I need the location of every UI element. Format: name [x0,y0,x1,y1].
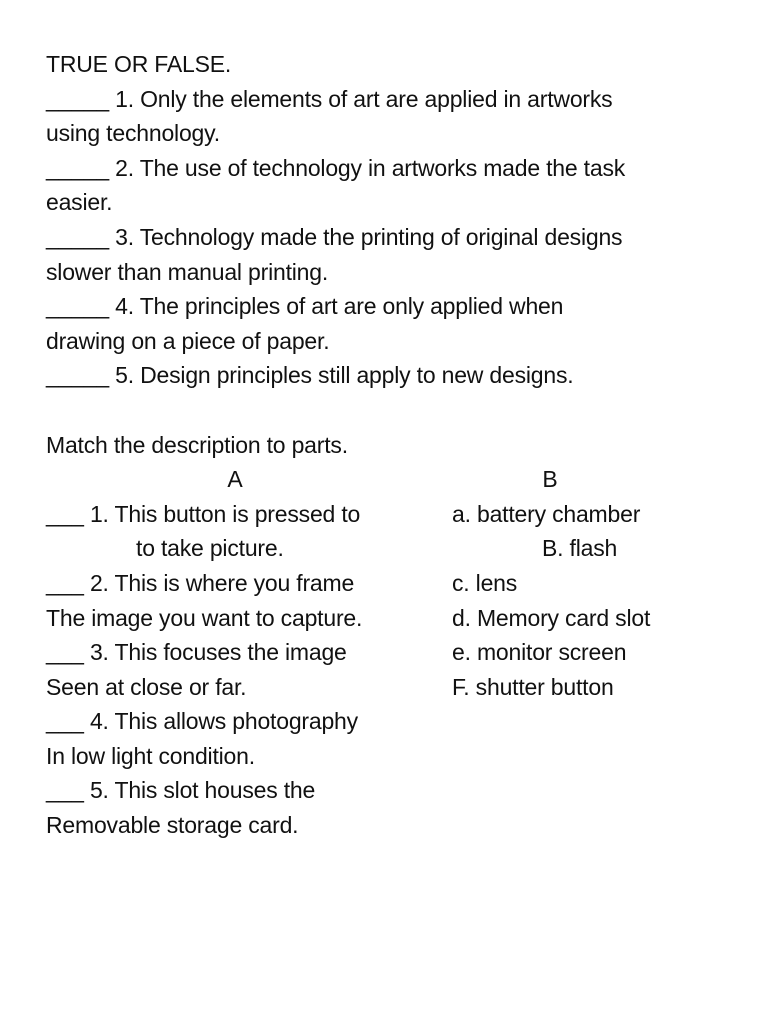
true-false-line: _____ 2. The use of technology in artworks made the task [46,154,626,181]
true-false-line: _____ 5. Design principles still apply to new designs. [46,362,574,389]
true-false-line: drawing on a piece of paper. [46,327,330,354]
column-a-item: ___ 4. This allows photography [46,708,358,735]
matching-row [46,531,736,566]
matching-column-headers [46,462,736,497]
column-a-item: to take picture. [136,535,284,562]
true-false-heading: TRUE OR FALSE. [46,51,232,77]
column-b-item: B. flash [542,535,618,562]
matching-row [46,497,736,532]
column-b-item: d. Memory card slot [452,604,651,631]
column-b-item: F. shutter button [452,673,614,700]
true-false-line: _____ 4. The principles of art are only applied when [46,293,564,320]
column-b-item: e. monitor screen [452,639,627,666]
matching-row [46,704,736,739]
section-spacer [46,393,736,428]
column-a-header: A [227,466,243,493]
matching-row [46,773,736,808]
true-false-line: slower than manual printing. [46,258,329,285]
column-b-item: a. battery chamber [452,500,641,527]
column-a-item: Removable storage card. [46,812,299,839]
matching-row [46,601,736,636]
column-a-item: ___ 3. This focuses the image [46,639,347,666]
column-b-item: c. lens [452,569,518,596]
matching-heading: Match the description to parts. [46,431,348,458]
true-false-line: _____ 1. Only the elements of art are applied in artworks [46,85,613,112]
true-false-line: using technology. [46,120,220,147]
matching-row [46,739,736,774]
column-a-item: Seen at close or far. [46,673,247,700]
matching-row [46,670,736,705]
column-a-item: ___ 5. This slot houses the [46,777,316,804]
true-false-line: _____ 3. Technology made the printing of original designs [46,223,623,250]
true-false-line: easier. [46,189,113,216]
column-a-item: In low light condition. [46,742,255,769]
matching-row [46,808,736,843]
column-a-item: ___ 2. This is where you frame [46,569,355,596]
worksheet-page [46,47,736,843]
column-a-item: The image you want to capture. [46,604,363,631]
matching-row [46,635,736,670]
matching-row [46,566,736,601]
column-b-header: B [542,466,558,493]
column-a-item: ___ 1. This button is pressed to [46,500,361,527]
